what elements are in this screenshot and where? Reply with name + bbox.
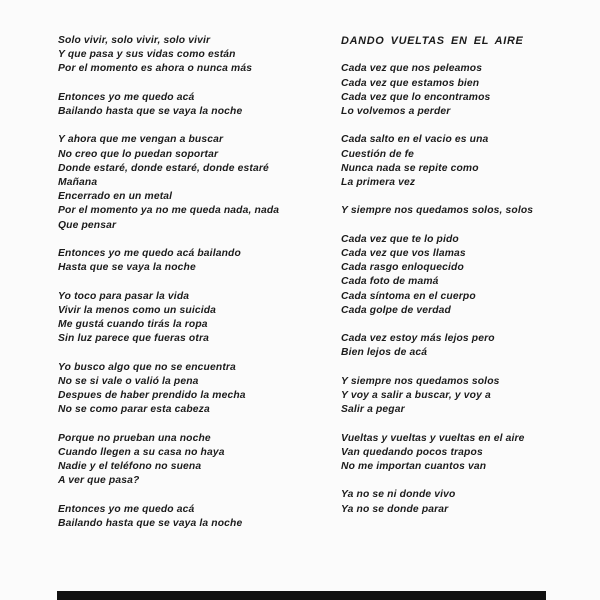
left-lyrics-column (58, 34, 333, 545)
stanza (58, 361, 333, 418)
right-lyrics-column (341, 34, 591, 531)
lyric-line: Cada vez que nos peleamos (341, 63, 483, 75)
lyric-line: Van quedando pocos trapos (341, 446, 483, 458)
stanza (341, 233, 591, 318)
lyric-line: A ver que pasa? (58, 475, 140, 487)
lyric-line: Ya no se ni donde vivo (341, 489, 456, 501)
lyric-line: Mañana (58, 177, 98, 188)
lyric-line: Cada foto de mamá (341, 276, 439, 288)
lyric-line: Y siempre nos quedamos solos (341, 375, 500, 387)
stanza (58, 432, 333, 489)
lyric-line: Ya no se donde parar (341, 503, 449, 515)
lyric-line: Donde estaré, donde estaré, donde estaré (58, 162, 269, 174)
lyric-line: Bien lejos de acá (341, 347, 428, 359)
stanza (58, 503, 333, 531)
lyric-line: Me gustá cuando tirás la ropa (58, 319, 208, 330)
stanza (341, 332, 591, 360)
lyric-line: Yo toco para pasar la vida (58, 290, 190, 302)
lyric-line: La primera vez (341, 177, 416, 188)
lyric-line: Por el momento es ahora o nunca más (58, 63, 253, 75)
lyric-line: Cada golpe de verdad (341, 304, 452, 316)
lyric-line: Y voy a salir a buscar, y voy a (341, 389, 491, 401)
lyric-line: Por el momento ya no me queda nada, nada (58, 205, 280, 217)
stanza (58, 133, 333, 232)
stanza (341, 488, 591, 516)
stanza (341, 204, 591, 218)
lyric-line: Solo vivir, solo vivir, solo vivir (58, 35, 211, 46)
lyric-line: Cada rasgo enloquecido (341, 262, 464, 274)
lyric-line: No creo que lo puedan soportar (58, 148, 219, 160)
lyric-line: Y siempre nos quedamos solos, solos (341, 205, 534, 217)
lyric-line: Salir a pegar (341, 404, 405, 416)
lyric-line: Cuestión de fe (341, 148, 415, 160)
lyric-line: Hasta que se vaya la noche (58, 262, 196, 274)
stanza (341, 375, 591, 418)
lyric-line: Lo volvemos a perder (341, 106, 451, 117)
lyric-line: Cada vez que estamos bien (341, 77, 480, 89)
lyric-line: Cada vez que vos llamas (341, 247, 466, 259)
lyric-line: Bailando hasta que se vaya la noche (58, 517, 243, 529)
stanza (58, 290, 333, 347)
stanza (58, 247, 333, 275)
scan-edge-bar (57, 591, 546, 600)
lyric-line: Bailando hasta que se vaya la noche (58, 106, 243, 117)
stanza (341, 133, 591, 190)
stanza (58, 34, 333, 77)
lyric-line: Nunca nada se repite como (341, 162, 479, 174)
song-title: DANDO VUELTAS EN EL AIRE (341, 35, 524, 47)
stanza (341, 62, 591, 119)
lyric-line: Nadie y el teléfono no suena (58, 461, 202, 472)
lyric-line: Entonces yo me quedo acá (58, 91, 195, 103)
lyric-line: Y ahora que me vengan a buscar (58, 134, 224, 146)
lyric-line: Sin luz parece que fueras otra (58, 333, 209, 345)
lyric-line: Cada vez que lo encontramos (341, 91, 491, 103)
lyric-line: Entonces yo me quedo acá bailando (58, 248, 241, 259)
lyric-line: Que pensar (58, 219, 117, 231)
lyric-line: Vivir la menos como un suicida (58, 304, 217, 316)
lyric-line: No me importan cuantos van (341, 460, 487, 472)
stanza (341, 432, 591, 475)
lyric-line: Y que pasa y sus vidas como están (58, 49, 236, 61)
right-lyrics-stanzas (341, 62, 591, 516)
lyric-line: Cada síntoma en el cuerpo (341, 290, 476, 302)
stanza (58, 91, 333, 119)
lyric-line: Cada vez que te lo pido (341, 233, 459, 245)
lyric-line: Cada salto en el vacio es una (341, 134, 489, 146)
lyric-line: No se si vale o valió la pena (58, 375, 199, 387)
lyric-line: Porque no prueban una noche (58, 432, 211, 444)
lyric-line: Vueltas y vueltas y vueltas en el aire (341, 432, 525, 444)
lyric-line: Despues de haber prendido la mecha (58, 390, 246, 401)
lyric-line: Cuando llegen a su casa no haya (58, 446, 225, 458)
lyric-line: Encerrado en un metal (58, 191, 173, 203)
lyric-line: No se como parar esta cabeza (58, 404, 210, 416)
lyric-line: Cada vez estoy más lejos pero (341, 333, 495, 345)
lyric-line: Entonces yo me quedo acá (58, 503, 195, 515)
lyric-line: Yo busco algo que no se encuentra (58, 361, 236, 373)
